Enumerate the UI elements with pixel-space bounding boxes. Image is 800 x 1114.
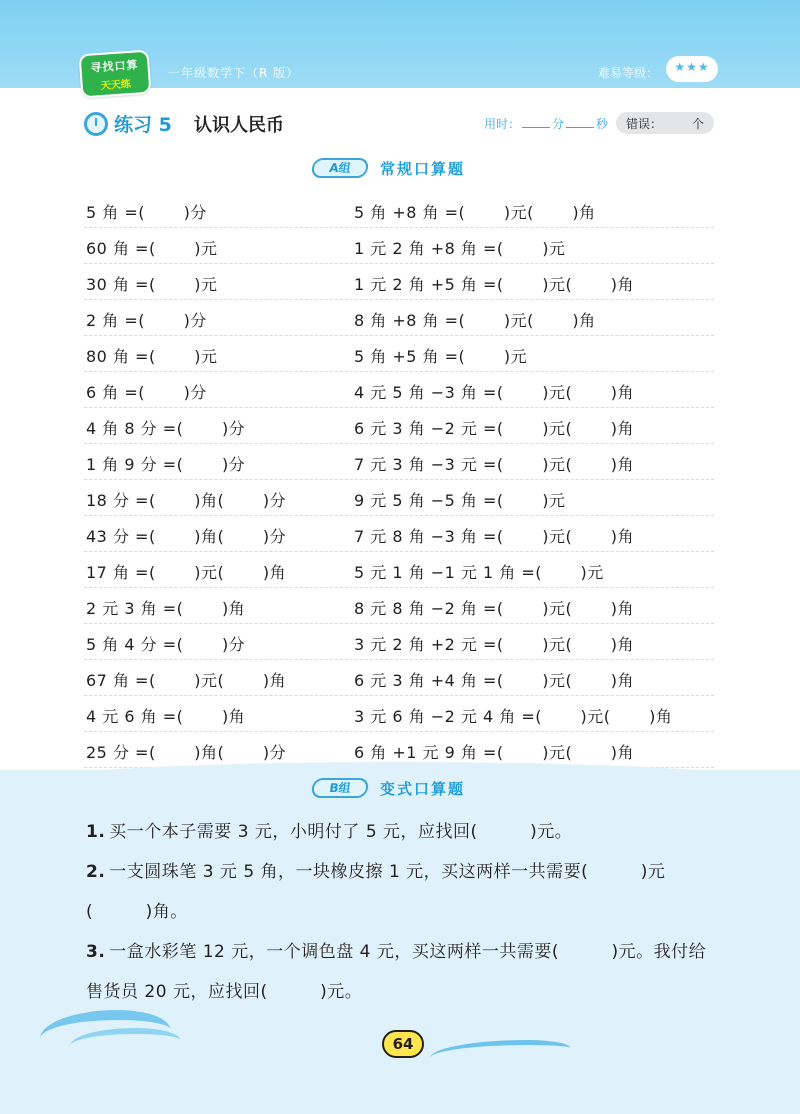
problem-row <box>84 660 714 696</box>
problem-left[interactable]: 5 角 =( )分 <box>86 203 207 222</box>
time-label: 用时： <box>484 117 521 131</box>
problem-left[interactable]: 17 角 =( )元( )角 <box>86 563 287 582</box>
page-number: 64 <box>382 1030 424 1058</box>
series-logo <box>79 50 152 99</box>
problem-number: 1. <box>86 822 106 842</box>
errors-unit: 个 <box>691 117 704 131</box>
problem-right[interactable]: 5 角 +8 角 =( )元( )角 <box>354 203 596 222</box>
problem-right[interactable]: 6 元 3 角 −2 元 =( )元( )角 <box>354 419 635 438</box>
logo-bottom-text: 天天练 <box>100 78 132 93</box>
problem-right[interactable]: 5 元 1 角 −1 元 1 角 =( )元 <box>354 563 604 582</box>
time-field <box>484 115 608 132</box>
problem-right[interactable]: 6 角 +1 元 9 角 =( )元( )角 <box>354 743 635 762</box>
section-a-title <box>300 156 500 182</box>
problem-right[interactable]: 3 元 2 角 +2 元 =( )元( )角 <box>354 635 635 654</box>
problem-row <box>84 264 714 300</box>
problem-left[interactable]: 25 分 =( )角( )分 <box>86 743 287 762</box>
section-a-badge: A组 <box>311 158 370 178</box>
problem-text: 买一个本子需要 3 元，小明付了 5 元，应找回( )元。 <box>109 822 573 842</box>
problem-left[interactable]: 2 角 =( )分 <box>86 311 207 330</box>
problem-left[interactable]: 18 分 =( )角( )分 <box>86 491 287 510</box>
difficulty-cloud <box>666 56 718 82</box>
problem-row <box>84 624 714 660</box>
minutes-blank[interactable] <box>522 117 550 128</box>
logo-top-text: 寻找口算 <box>90 58 139 75</box>
errors-label: 错误： <box>626 117 663 131</box>
problem-right[interactable]: 1 元 2 角 +5 角 =( )元( )角 <box>354 275 635 294</box>
problem-left[interactable]: 67 角 =( )元( )角 <box>86 671 287 690</box>
seconds-blank[interactable] <box>566 117 594 128</box>
problem-number: 2. <box>86 862 106 882</box>
problem-row <box>84 588 714 624</box>
section-a-name: 常规口算题 <box>380 160 466 178</box>
word-problem-2 <box>86 852 718 932</box>
problem-row <box>84 228 714 264</box>
star-rating-icon: ★★★ <box>674 60 710 74</box>
problem-right[interactable]: 9 元 5 角 −5 角 =( )元 <box>354 491 566 510</box>
problem-right[interactable]: 5 角 +5 角 =( )元 <box>354 347 528 366</box>
problem-right[interactable]: 7 元 3 角 −3 元 =( )元( )角 <box>354 455 635 474</box>
problem-left[interactable]: 43 分 =( )角( )分 <box>86 527 287 546</box>
problem-right[interactable]: 6 元 3 角 +4 角 =( )元( )角 <box>354 671 635 690</box>
problem-row <box>84 444 714 480</box>
problem-left[interactable]: 1 角 9 分 =( )分 <box>86 455 246 474</box>
problem-left[interactable]: 4 元 6 角 =( )角 <box>86 707 246 726</box>
problem-row <box>84 300 714 336</box>
problem-left[interactable]: 5 角 4 分 =( )分 <box>86 635 246 654</box>
section-b-name: 变式口算题 <box>380 780 466 798</box>
clock-icon <box>84 112 108 136</box>
problem-row <box>84 516 714 552</box>
problem-right[interactable]: 7 元 8 角 −3 角 =( )元( )角 <box>354 527 635 546</box>
lesson-number: 练习 5 <box>114 114 172 136</box>
problem-text: 一支圆珠笔 3 元 5 角，一块橡皮擦 1 元，买这两样一共需要( )元( )角。 <box>86 862 666 922</box>
problem-left[interactable]: 60 角 =( )元 <box>86 239 218 258</box>
problem-right[interactable]: 8 角 +8 角 =( )元( )角 <box>354 311 596 330</box>
problem-left[interactable]: 4 角 8 分 =( )分 <box>86 419 246 438</box>
problem-number: 3. <box>86 942 106 962</box>
problem-left[interactable]: 80 角 =( )元 <box>86 347 218 366</box>
difficulty-label: 难易等级： <box>598 66 659 80</box>
book-title: 一年级数学下（R 版） <box>168 66 300 80</box>
word-problem-1 <box>86 812 718 852</box>
problem-row <box>84 192 714 228</box>
problem-left[interactable]: 6 角 =( )分 <box>86 383 207 402</box>
problem-row <box>84 408 714 444</box>
problem-right[interactable]: 3 元 6 角 −2 元 4 角 =( )元( )角 <box>354 707 673 726</box>
problem-row <box>84 372 714 408</box>
problem-left[interactable]: 30 角 =( )元 <box>86 275 218 294</box>
problem-row <box>84 336 714 372</box>
lesson-title: 认识人民币 <box>194 115 284 136</box>
problem-row <box>84 480 714 516</box>
problem-right[interactable]: 8 元 8 角 −2 角 =( )元( )角 <box>354 599 635 618</box>
error-count-box[interactable] <box>616 112 714 134</box>
problem-right[interactable]: 1 元 2 角 +8 角 =( )元 <box>354 239 566 258</box>
problem-left[interactable]: 2 元 3 角 =( )角 <box>86 599 246 618</box>
problem-right[interactable]: 4 元 5 角 −3 角 =( )元( )角 <box>354 383 635 402</box>
word-problem-3 <box>86 932 718 1012</box>
problem-list <box>84 192 714 768</box>
section-b-badge: B组 <box>311 778 370 798</box>
minutes-unit: 分 <box>552 117 565 131</box>
problem-row <box>84 696 714 732</box>
problem-row <box>84 552 714 588</box>
problem-text: 一盒水彩笔 12 元，一个调色盘 4 元，买这两样一共需要( )元。我付给售货员 20 元，应找回( )元。 <box>86 942 707 1002</box>
seconds-unit: 秒 <box>596 117 609 131</box>
section-b-title <box>300 776 500 802</box>
